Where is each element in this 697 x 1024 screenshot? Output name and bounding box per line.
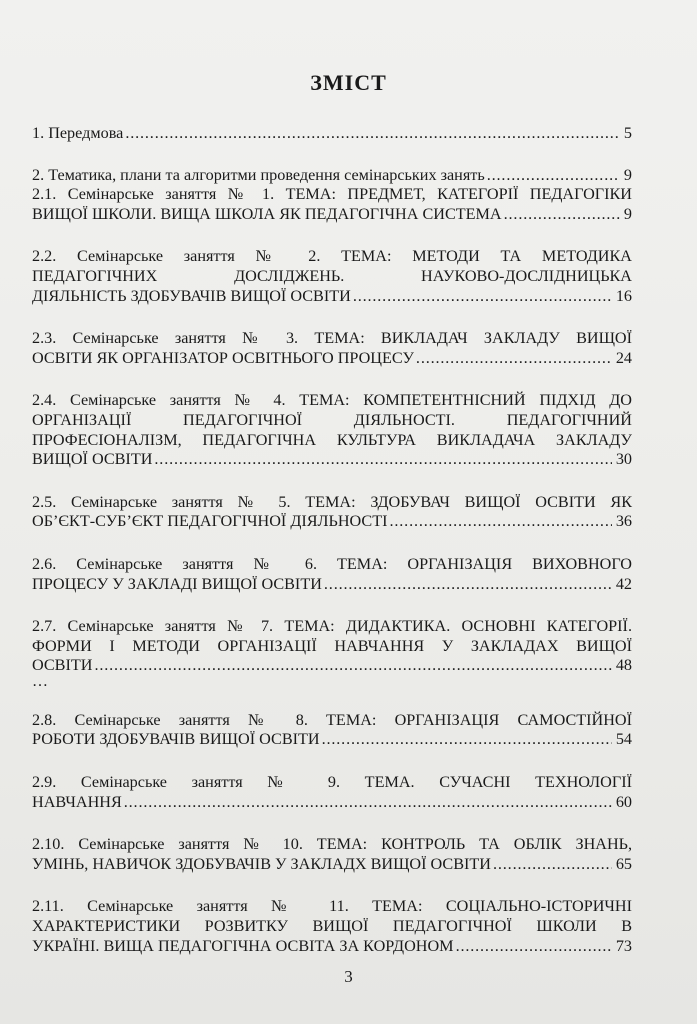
toc-entry-line bbox=[32, 711, 632, 731]
entry-spacer bbox=[32, 224, 632, 247]
toc-entry-page: 60 bbox=[615, 792, 632, 811]
toc-entry-last-line bbox=[32, 205, 632, 225]
toc-entry-text: 2.2. Семінарське заняття № 2. ТЕМА: МЕТОДИ ТА МЕТОДИКА bbox=[32, 247, 632, 266]
toc-entry-text: ДІЯЛЬНІСТЬ ЗДОБУВАЧІВ ВИЩОЇ ОСВІТИ bbox=[32, 286, 351, 305]
entry-spacer bbox=[32, 812, 632, 835]
toc-entry[interactable] bbox=[32, 124, 632, 144]
entry-spacer bbox=[32, 144, 632, 166]
table-of-contents bbox=[32, 124, 632, 956]
toc-entry-text: УМІНЬ, НАВИЧОК ЗДОБУВАЧІВ У ЗАКЛАДХ ВИЩОЇ ОСВІТИ bbox=[32, 854, 491, 873]
dot-leader bbox=[94, 656, 611, 676]
toc-entry-text: 2.11. Семінарське заняття № 11. ТЕМА: СОЦІАЛЬНО-ІСТОРИЧНІ bbox=[32, 897, 632, 916]
toc-entry[interactable] bbox=[32, 617, 632, 688]
toc-entry-last-line bbox=[32, 166, 632, 186]
toc-entry-page: 73 bbox=[615, 936, 632, 955]
toc-entry-last-line bbox=[32, 512, 632, 532]
dot-leader bbox=[493, 855, 612, 875]
toc-entry-last-line bbox=[32, 855, 632, 875]
toc-entry-text: 2.3. Семінарське заняття № 3. ТЕМА: ВИКЛАДАЧ ЗАКЛАДУ ВИЩОЇ bbox=[32, 329, 632, 348]
toc-entry-line bbox=[32, 917, 632, 937]
toc-entry-text: ФОРМИ І МЕТОДИ ОРГАНІЗАЦІЇ НАВЧАННЯ У ЗАКЛАДАХ ВИЩОЇ bbox=[32, 636, 632, 655]
dot-leader bbox=[416, 349, 612, 369]
entry-spacer bbox=[32, 750, 632, 773]
toc-entry-text: 1. Передмова bbox=[32, 124, 124, 142]
dot-leader bbox=[324, 575, 612, 595]
page-title: ЗМІСТ bbox=[310, 70, 387, 95]
toc-entry-text: ПРОЦЕСУ У ЗАКЛАДІ ВИЩОЇ ОСВІТИ bbox=[32, 574, 322, 593]
toc-entry-last-line bbox=[32, 124, 632, 144]
toc-entry[interactable] bbox=[32, 391, 632, 469]
toc-entry-page: 42 bbox=[615, 574, 632, 593]
page-number: 3 bbox=[344, 967, 353, 986]
toc-entry[interactable] bbox=[32, 166, 632, 186]
toc-entry[interactable] bbox=[32, 555, 632, 594]
toc-entry-text: 2.10. Семінарське заняття № 10. ТЕМА: КОНТРОЛЬ ТА ОБЛІК ЗНАНЬ, bbox=[32, 835, 632, 854]
toc-entry-text: 2.1. Семінарське заняття № 1. ТЕМА: ПРЕДМЕТ, КАТЕГОРІЇ ПЕДАГОГІКИ bbox=[32, 185, 632, 204]
toc-entry-page: 54 bbox=[615, 730, 632, 749]
toc-entry[interactable] bbox=[32, 711, 632, 750]
toc-entry-last-line bbox=[32, 730, 632, 750]
entry-spacer bbox=[32, 470, 632, 493]
toc-entry-text: ВИЩОЇ ШКОЛИ. ВИЩА ШКОЛА ЯК ПЕДАГОГІЧНА СИСТЕМА bbox=[32, 204, 502, 223]
toc-entry-page: 9 bbox=[623, 204, 632, 223]
dot-leader bbox=[154, 450, 611, 470]
toc-entry-page: 9 bbox=[623, 165, 632, 184]
toc-entry-last-line bbox=[32, 937, 632, 957]
toc-entry-last-line bbox=[32, 349, 632, 369]
dot-leader bbox=[322, 730, 612, 750]
dot-leader bbox=[353, 287, 612, 307]
toc-entry-line bbox=[32, 835, 632, 855]
toc-entry[interactable] bbox=[32, 329, 632, 368]
toc-entry-page: 16 bbox=[615, 286, 632, 305]
toc-entry-page: 24 bbox=[615, 348, 632, 367]
toc-entry[interactable] bbox=[32, 493, 632, 532]
toc-entry[interactable] bbox=[32, 247, 632, 306]
toc-entry[interactable] bbox=[32, 897, 632, 956]
toc-entry-last-line bbox=[32, 575, 632, 595]
toc-entry-page: 5 bbox=[623, 124, 632, 142]
toc-entry-line bbox=[32, 267, 632, 287]
toc-entry-line bbox=[32, 773, 632, 793]
dot-leader bbox=[504, 205, 620, 225]
toc-entry-line bbox=[32, 411, 632, 431]
toc-entry-line bbox=[32, 617, 632, 637]
toc-entry-ellipsis: … bbox=[32, 672, 48, 690]
entry-spacer bbox=[32, 532, 632, 555]
toc-entry-text: 2.8. Семінарське заняття № 8. ТЕМА: ОРГАНІЗАЦІЯ САМОСТІЙНОЇ bbox=[32, 710, 632, 729]
toc-entry-text: ОСВІТИ ЯК ОРГАНІЗАТОР ОСВІТНЬОГО ПРОЦЕСУ bbox=[32, 348, 414, 367]
toc-entry-line bbox=[32, 247, 632, 267]
toc-entry-text: ПЕДАГОГІЧНИХ ДОСЛІДЖЕНЬ. НАУКОВО-ДОСЛІДНИЦЬКА bbox=[32, 266, 632, 285]
toc-entry-text: ОРГАНІЗАЦІЇ ПЕДАГОГІЧНОЇ ДІЯЛЬНОСТІ. ПЕДАГОГІЧНИЙ bbox=[32, 410, 632, 429]
toc-entry[interactable] bbox=[32, 835, 632, 874]
toc-entry-last-line bbox=[32, 656, 632, 676]
entry-spacer bbox=[32, 306, 632, 329]
toc-entry-last-line bbox=[32, 450, 632, 470]
toc-entry[interactable] bbox=[32, 185, 632, 224]
entry-spacer bbox=[32, 594, 632, 617]
toc-entry-page: 36 bbox=[615, 512, 632, 531]
toc-entry-text: ОСВІТИ bbox=[32, 656, 93, 675]
toc-entry-text: НАВЧАННЯ bbox=[32, 792, 122, 811]
toc-entry-text: ОБ’ЄКТ-СУБ’ЄКТ ПЕДАГОГІЧНОЇ ДІЯЛЬНОСТІ bbox=[32, 512, 388, 531]
toc-entry-page: 65 bbox=[615, 854, 632, 873]
toc-entry-text: 2.4. Семінарське заняття № 4. ТЕМА: КОМПЕТЕНТНІСНИЙ ПІДХІД ДО bbox=[32, 391, 632, 410]
dot-leader bbox=[390, 512, 612, 532]
toc-entry-line bbox=[32, 493, 632, 513]
toc-entry-text: 2. Тематика, плани та алгоритми проведення семінарських занять bbox=[32, 165, 485, 184]
toc-entry-page: 30 bbox=[615, 450, 632, 469]
toc-entry-line bbox=[32, 329, 632, 349]
toc-entry-line bbox=[32, 431, 632, 451]
toc-entry[interactable] bbox=[32, 773, 632, 812]
dot-leader bbox=[125, 124, 620, 144]
entry-spacer bbox=[32, 368, 632, 391]
toc-entry-text: ХАРАКТЕРИСТИКИ РОЗВИТКУ ВИЩОЇ ПЕДАГОГІЧНОЇ ШКОЛИ В bbox=[32, 917, 632, 936]
toc-entry-line bbox=[32, 391, 632, 411]
entry-spacer bbox=[32, 874, 632, 897]
toc-entry-line bbox=[32, 637, 632, 657]
dot-leader bbox=[124, 793, 612, 813]
toc-entry-text: 2.6. Семінарське заняття № 6. ТЕМА: ОРГАНІЗАЦІЯ ВИХОВНОГО bbox=[32, 554, 632, 573]
dot-leader bbox=[487, 166, 620, 186]
toc-entry-text: ПРОФЕСІОНАЛІЗМ, ПЕДАГОГІЧНА КУЛЬТУРА ВИКЛАДАЧА ЗАКЛАДУ bbox=[32, 430, 632, 449]
toc-entry-last-line bbox=[32, 287, 632, 307]
toc-entry-line bbox=[32, 555, 632, 575]
toc-entry-line bbox=[32, 897, 632, 917]
toc-entry-text: 2.9. Семінарське заняття № 9. ТЕМА. СУЧАСНІ ТЕХНОЛОГІЇ bbox=[32, 773, 632, 792]
toc-entry-text: 2.5. Семінарське заняття № 5. ТЕМА: ЗДОБУВАЧ ВИЩОЇ ОСВІТИ ЯК bbox=[32, 492, 632, 511]
toc-entry-page: 48 bbox=[615, 656, 632, 675]
toc-entry-text: ВИЩОЇ ОСВІТИ bbox=[32, 450, 153, 469]
toc-entry-last-line bbox=[32, 793, 632, 813]
toc-entry-text: 2.7. Семінарське заняття № 7. ТЕМА: ДИДАКТИКА. ОСНОВНІ КАТЕГОРІЇ. bbox=[32, 617, 632, 636]
toc-entry-line bbox=[32, 185, 632, 205]
toc-entry-text: УКРАЇНІ. ВИЩА ПЕДАГОГІЧНА ОСВІТА ЗА КОРДОНОМ bbox=[32, 936, 454, 955]
toc-entry-text: РОБОТИ ЗДОБУВАЧІВ ВИЩОЇ ОСВІТИ bbox=[32, 730, 320, 749]
entry-spacer bbox=[32, 688, 632, 711]
dot-leader bbox=[456, 937, 612, 957]
